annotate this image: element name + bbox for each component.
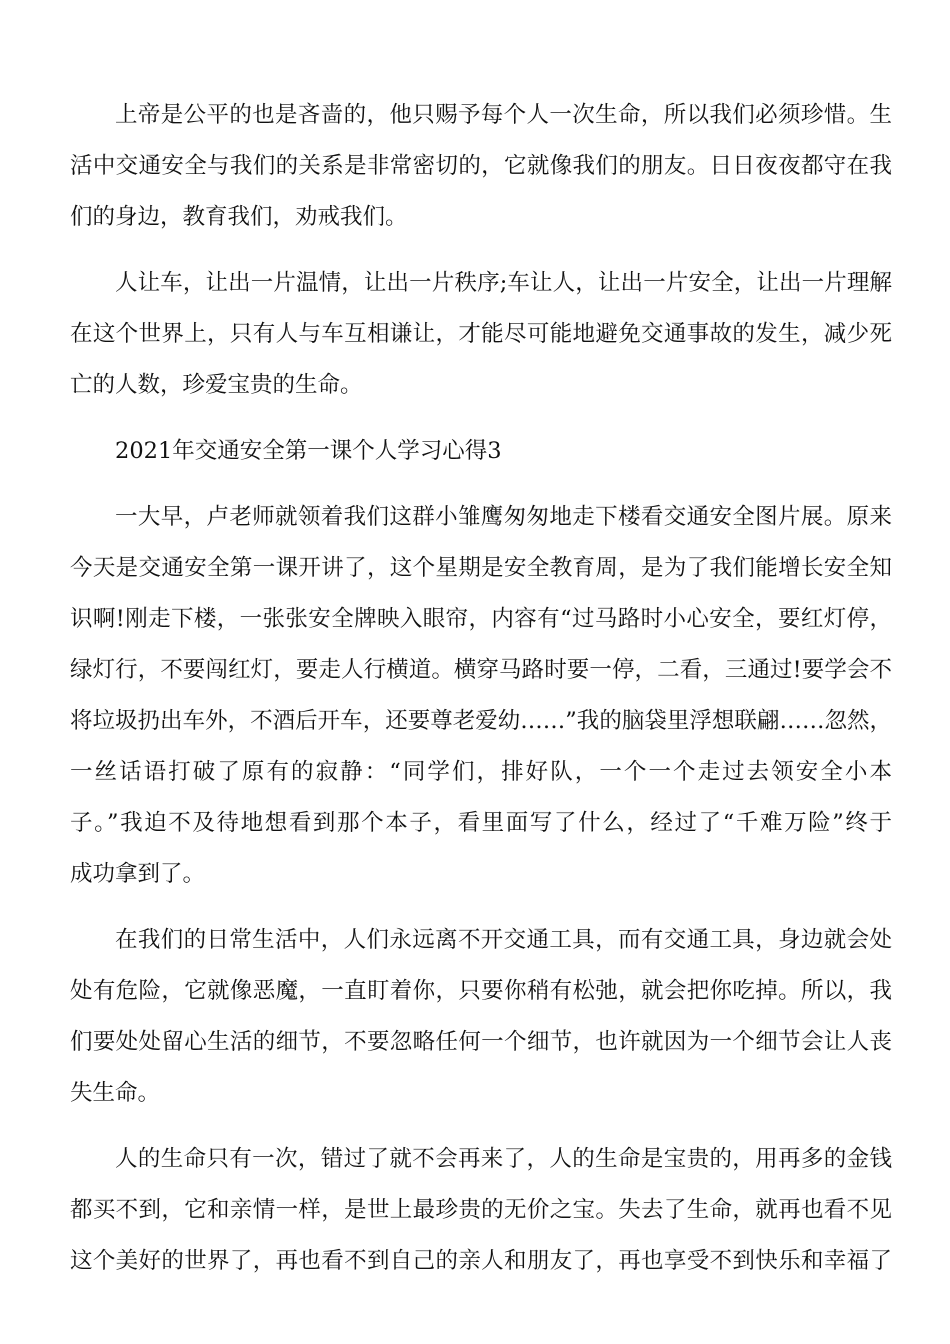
section-heading [70,426,892,477]
document-page [70,90,892,1287]
text-line: 人的生命只有一次，错过了就不会再来了，人的生命是宝贵的，用再多的金钱 [115,1146,892,1172]
text-line: 绿灯行，不要闯红灯，要走人行横道。横穿马路时要一停，二看，三通过!要学会不 [70,657,892,683]
text-line: 这个美好的世界了，再也看不到自己的亲人和朋友了，再也享受不到快乐和幸福了 [70,1248,892,1274]
paragraph-5 [70,1134,892,1287]
text-line: 一丝话语打破了原有的寂静：“同学们，排好队，一个一个走过去领安全小本 [70,759,892,785]
text-line: 在我们的日常生活中，人们永远离不开交通工具，而有交通工具，身边就会处 [115,927,892,953]
paragraph-1 [70,90,892,243]
text-line: 上帝是公平的也是吝啬的，他只赐予每个人一次生命，所以我们必须珍惜。生 [115,102,892,128]
heading-line: 2021年交通安全第一课个人学习心得3 [115,438,502,464]
text-line: 亡的人数，珍爱宝贵的生命。 [70,372,363,398]
text-line: 一大早，卢老师就领着我们这群小雏鹰匆匆地走下楼看交通安全图片展。原来 [115,504,892,530]
text-line: 们的身边，教育我们，劝戒我们。 [70,204,408,230]
text-line: 子。”我迫不及待地想看到那个本子，看里面写了什么，经过了“千难万险”终于 [70,810,892,836]
text-line: 在这个世界上，只有人与车互相谦让，才能尽可能地避免交通事故的发生，减少死 [70,321,892,347]
text-line: 今天是交通安全第一课开讲了，这个星期是安全教育周，是为了我们能增长安全知 [70,555,892,581]
text-line: 人让车，让出一片温情，让出一片秩序;车让人，让出一片安全，让出一片理解 [115,270,892,296]
text-line: 将垃圾扔出车外，不酒后开车，还要尊老爱幼……”我的脑袋里浮想联翩……忽然， [70,708,892,734]
paragraph-3 [70,492,892,900]
text-line: 都买不到，它和亲情一样，是世上最珍贵的无价之宝。失去了生命，就再也看不见 [70,1197,892,1223]
text-line: 失生命。 [70,1080,161,1106]
text-line: 成功拿到了。 [70,861,206,887]
paragraph-4 [70,915,892,1119]
text-line: 们要处处留心生活的细节，不要忽略任何一个细节，也许就因为一个细节会让人丧 [70,1029,892,1055]
paragraph-2 [70,258,892,411]
text-line: 处有危险，它就像恶魔，一直盯着你，只要你稍有松弛，就会把你吃掉。所以，我 [70,978,892,1004]
text-line: 识啊!刚走下楼，一张张安全牌映入眼帘，内容有“过马路时小心安全，要红灯停， [70,606,892,632]
text-line: 活中交通安全与我们的关系是非常密切的，它就像我们的朋友。日日夜夜都守在我 [70,153,892,179]
